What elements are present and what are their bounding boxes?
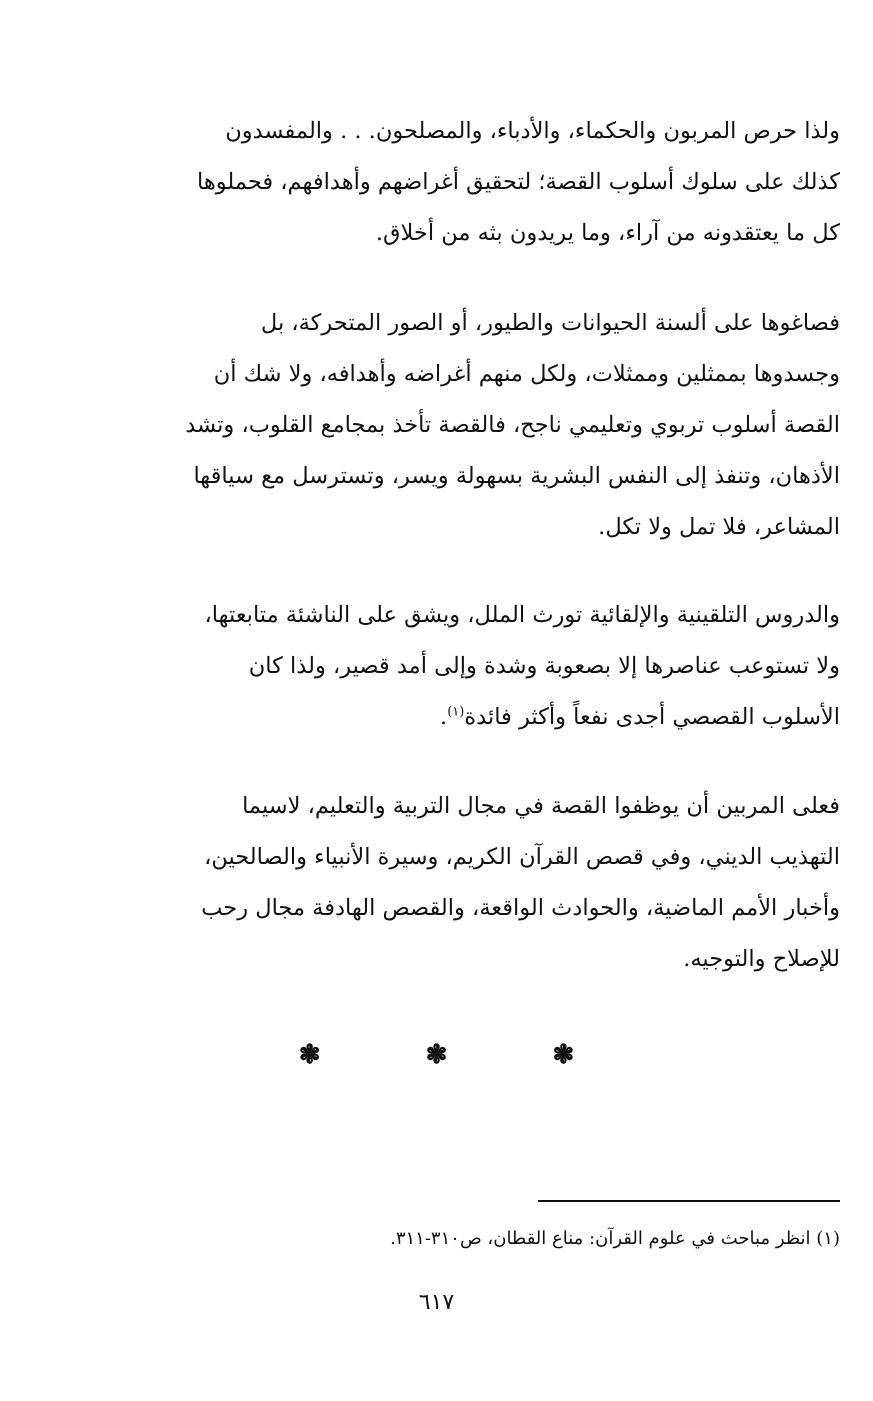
separator-star-icon: ❃	[552, 1040, 575, 1070]
paragraph-4-line-1: فعلى المربين أن يوظفوا القصة في مجال التربية والتعليم، لاسيما	[242, 793, 840, 819]
paragraph-2-line-2: وجسدوها بممثلين وممثلات، ولكل منهم أغراضه وأهدافه، ولا شك أن	[213, 361, 840, 387]
section-separator	[0, 1040, 873, 1070]
footnote: (١) انظر مباحث في علوم القرآن: مناع القطان، ص٣١٠-٣١١.	[390, 1228, 840, 1249]
paragraph-3-line-3	[90, 692, 840, 743]
paragraph-3-line-3-end: .	[440, 704, 448, 730]
paragraph-3	[90, 590, 840, 743]
paragraph-1	[90, 106, 840, 259]
separator-star-icon: ❃	[298, 1040, 321, 1070]
paragraph-4-line-2: التهذيب الديني، وفي قصص القرآن الكريم، وسيرة الأنبياء والصالحين،	[204, 844, 840, 870]
paragraph-2	[90, 298, 840, 553]
paragraph-2-line-4: الأذهان، وتنفذ إلى النفس البشرية بسهولة ويسر، وتسترسل مع سياقها	[193, 463, 840, 489]
paragraph-1-line-2: كذلك على سلوك أسلوب القصة؛ لتحقيق أغراضهم وأهدافهم، فحملوها	[197, 169, 840, 195]
footnote-reference[interactable]: (١)	[447, 704, 465, 720]
paragraph-2-line-3: القصة أسلوب تربوي وتعليمي ناجح، فالقصة تأخذ بمجامع القلوب، وتشد	[185, 412, 840, 438]
paragraph-2-line-5: المشاعر، فلا تمل ولا تكل.	[598, 514, 840, 540]
paragraph-3-line-2: ولا تستوعب عناصرها إلا بصعوبة وشدة وإلى أمد قصير، ولذا كان	[248, 653, 840, 679]
footnote-divider	[538, 1200, 840, 1202]
paragraph-2-line-1: فصاغوها على ألسنة الحيوانات والطيور، أو الصور المتحركة، بل	[260, 310, 840, 336]
paragraph-3-line-1: والدروس التلقينية والإلقائية تورث الملل، ويشق على الناشئة متابعتها،	[204, 602, 840, 628]
paragraph-3-line-3-text: الأسلوب القصصي أجدى نفعاً وأكثر فائدة	[464, 704, 840, 730]
paragraph-1-line-3: كل ما يعتقدونه من آراء، وما يريدون بثه من أخلاق.	[375, 220, 840, 246]
paragraph-4	[90, 781, 840, 985]
paragraph-1-line-1: ولذا حرص المربون والحكماء، والأدباء، والمصلحون. . . والمفسدون	[225, 118, 840, 144]
paragraph-4-line-3: وأخبار الأمم الماضية، والحوادث الواقعة، والقصص الهادفة مجال رحب	[201, 895, 840, 921]
page-number: ٦١٧	[418, 1290, 455, 1315]
paragraph-4-line-4: للإصلاح والتوجيه.	[683, 946, 840, 972]
separator-star-icon: ❃	[425, 1040, 448, 1070]
